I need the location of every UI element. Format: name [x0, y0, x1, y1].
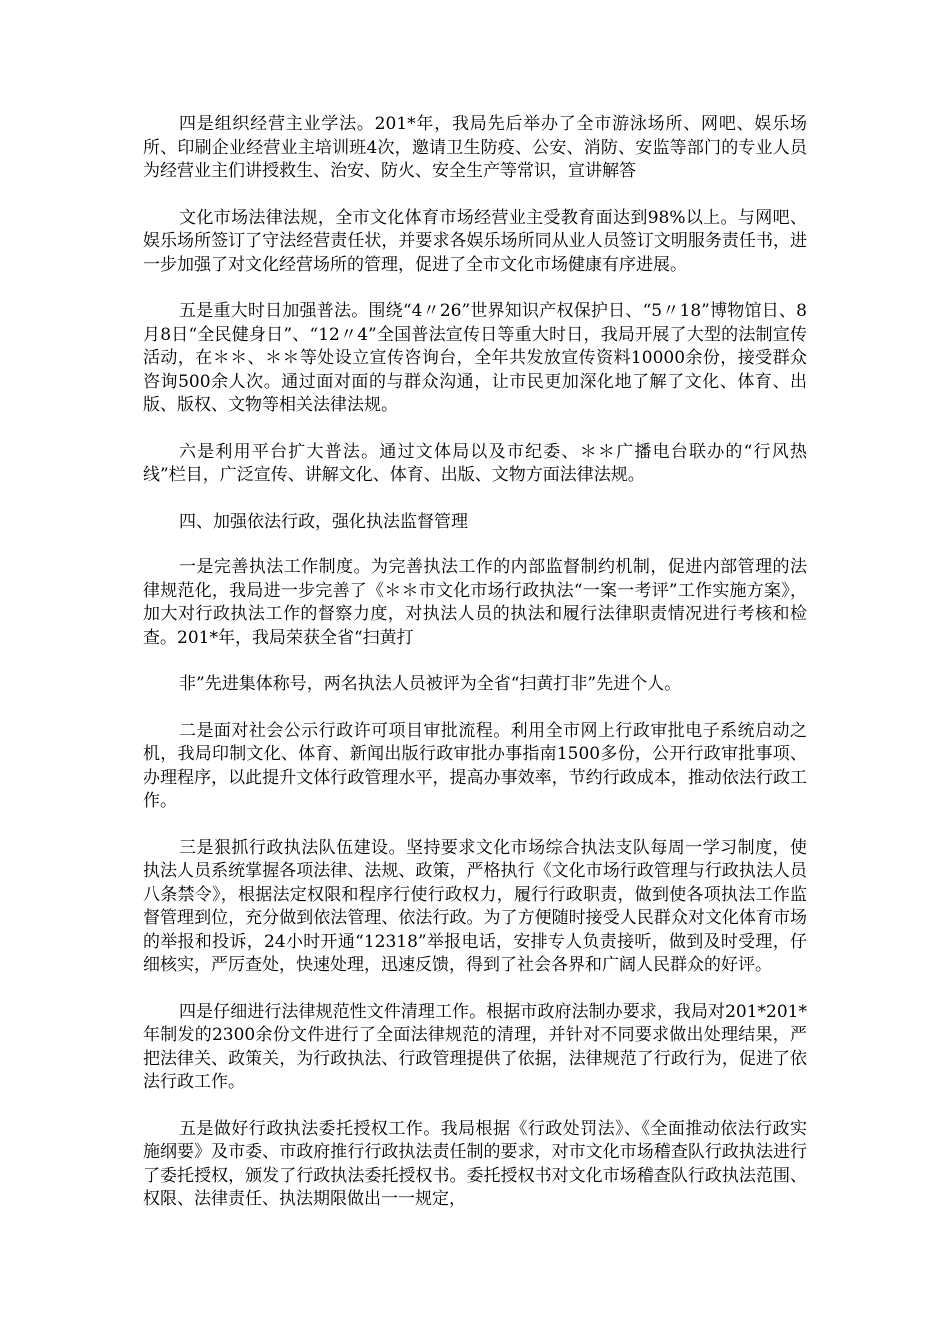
paragraph: 三是狠抓行政执法队伍建设。坚持要求文化市场综合执法支队每周一学习制度，使执法人员系统掌握各项法律、法规、政策，严格执行《文化市场行政管理与行政执法人员八条禁令》，根据法定权限和程序行使行政权力，履行行政职责，做到使各项执法工作监督管理到位，充分做到依法管理、依法行政。为了方便随时接受人民群众对文化体育市场的举报和投诉，24小时开通“12318”举报电话，安排专人负责接听，做到及时受理，仔细核实，严厉查处，快速处理，迅速反馈，得到了社会各界和广阔人民群众的好评。: [143, 837, 807, 975]
paragraph: 五是做好行政执法委托授权工作。我局根据《行政处罚法》、《全面推动依法行政实施纲要》及市委、市政府推行行政执法责任制的要求，对市文化市场稽查队行政执法进行了委托授权，颁发了行政执法委托授权书。委托授权书对文化市场稽查队行政执法范围、权限、法律责任、执法期限做出一一规定，: [143, 1118, 807, 1209]
paragraph: 四是组织经营主业学法。201*年，我局先后举办了全市游泳场所、网吧、娱乐场所、印刷企业经营业主培训班4次，邀请卫生防疫、公安、消防、安监等部门的专业人员为经营业主们讲授救生、治安、防火、安全生产等常识，宣讲解答: [143, 114, 807, 181]
paragraph: 五是重大时日加强普法。围绕“4〃26”世界知识产权保护日、“5〃18”博物馆日、8月8日“全民健身日”、“12〃4”全国普法宣传日等重大时日，我局开展了大型的法制宣传活动，在＊＊、＊＊等处设立宣传咨询台，全年共发放宣传资料10000余份，接受群众咨询500余人次。通过面对面的与群众沟通，让市民更加深化地了解了文化、体育、出版、版权、文物等相关法律法规。: [143, 301, 807, 415]
document-body: [143, 113, 807, 1235]
paragraph: 文化市场法律法规，全市文化体育市场经营业主受教育面达到98%以上。与网吧、娱乐场所签订了守法经营责任状，并要求各娱乐场所同从业人员签订文明服务责任书，进一步加强了对文化经营场所的管理，促进了全市文化市场健康有序进展。: [143, 207, 807, 275]
paragraph: 二是面对社会公示行政许可项目审批流程。利用全市网上行政审批电子系统启动之机，我局印制文化、体育、新闻出版行政审批办事指南1500多份，公开行政审批事项、办理程序，以此提升文体行政管理水平，提高办事效率，节约行政成本，推动依法行政工作。: [143, 720, 807, 811]
paragraph: 非”先进集体称号，两名执法人员被评为全省“扫黄打非”先进个人。: [179, 674, 682, 694]
paragraph: 一是完善执法工作制度。为完善执法工作的内部监督制约机制，促进内部管理的法律规范化，我局进一步完善了《＊＊市文化市场行政执法“一案一考评”工作实施方案》，加大对行政执法工作的督察力度，对执法人员的执法和履行法律职责情况进行考核和检查。201*年，我局荣获全省“扫黄打: [143, 557, 807, 648]
paragraph: 六是利用平台扩大普法。通过文体局以及市纪委、＊＊广播电台联办的“行风热线”栏目，广泛宣传、讲解文化、体育、出版、文物方面法律法规。: [143, 441, 807, 485]
section-heading: 四、加强依法行政，强化执法监督管理: [179, 511, 468, 532]
paragraph: 四是仔细进行法律规范性文件清理工作。根据市政府法制办要求，我局对201*201*年制发的2300余份文件进行了全面法律规范的清理，并针对不同要求做出处理结果，严把法律关、政策关，为行政执法、行政管理提供了依据，法律规范了行政行为，促进了依法行政工作。: [143, 1001, 807, 1092]
